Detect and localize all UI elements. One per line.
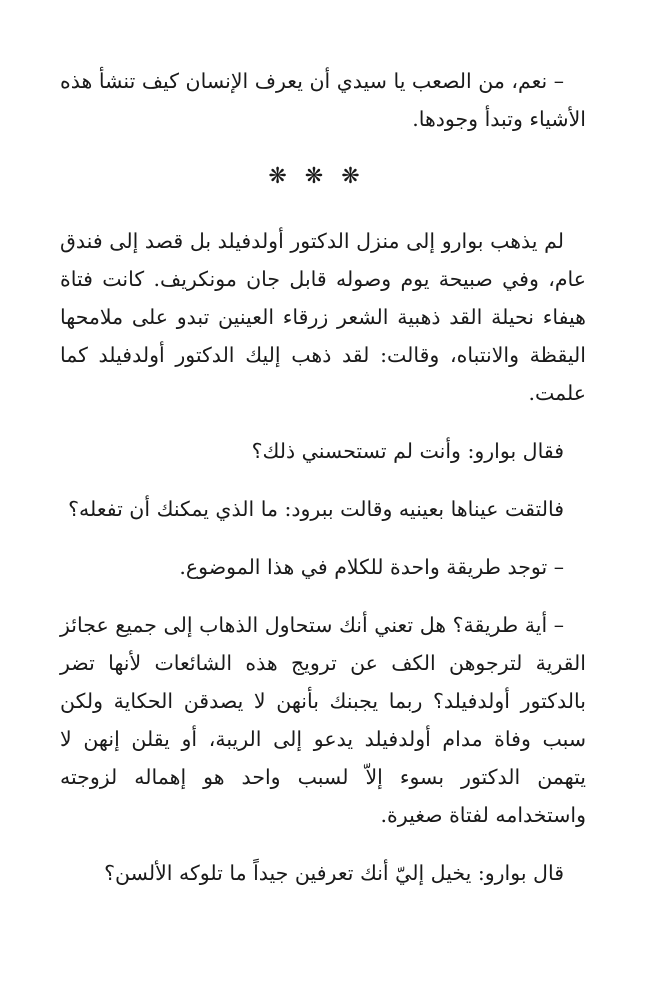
paragraph-which-way: – أية طريقة؟ هل تعني أنك ستحاول الذهاب إلى جميع عجائز القرية لترجوهن الكف عن ترويج هذه الشائعات لأنها تضر بالدكتور أولدفيلد؟ ربما يجبنك بأنهن لا يصدقن الحكاية ولكن سبب وفاة مدام أولدفيلد يدعو إلى الريبة، أو يقلن إنهن لا يتهمن الدكتور بسوء إلاّ لسبب واحد هو إهماله لزوجته واستخدامه لفتاة صغيرة. [60,613,586,827]
asterism-mark: ❋ [304,164,342,189]
paragraph-opening-dialogue: – نعم، من الصعب يا سيدي أن يعرف الإنسان كيف تنشأ هذه الأشياء وتبدأ وجودها. [60,69,586,131]
asterism-mark: ❋ [268,164,305,189]
section-separator [60,158,586,196]
book-page [60,62,586,912]
asterism-mark: ❋ [341,164,378,189]
paragraph-her-reply: فالتقت عيناها بعينيه وقالت ببرود: ما الذي يمكنك أن تفعله؟ [68,497,564,521]
paragraph-poirot-question: فقال بوارو: وأنت لم تستحسني ذلك؟ [251,439,564,463]
paragraph-poirot-remark: قال بوارو: يخيل إليّ أنك تعرفين جيداً ما تلوكه الألسن؟ [104,861,564,885]
paragraph-narrative: لم يذهب بوارو إلى منزل الدكتور أولدفيلد بل قصد إلى فندق عام، وفي صبيحة يوم وصوله قابل جان مونكريف. كانت فتاة هيفاء نحيلة القد ذهبية الشعر زرقاء العينين تبدو على ملامحها اليقظة والانتباه، وقالت: لقد ذهب إليك الدكتور أولدفيلد كما علمت. [60,229,586,405]
paragraph-one-way: – توجد طريقة واحدة للكلام في هذا الموضوع. [179,555,564,579]
